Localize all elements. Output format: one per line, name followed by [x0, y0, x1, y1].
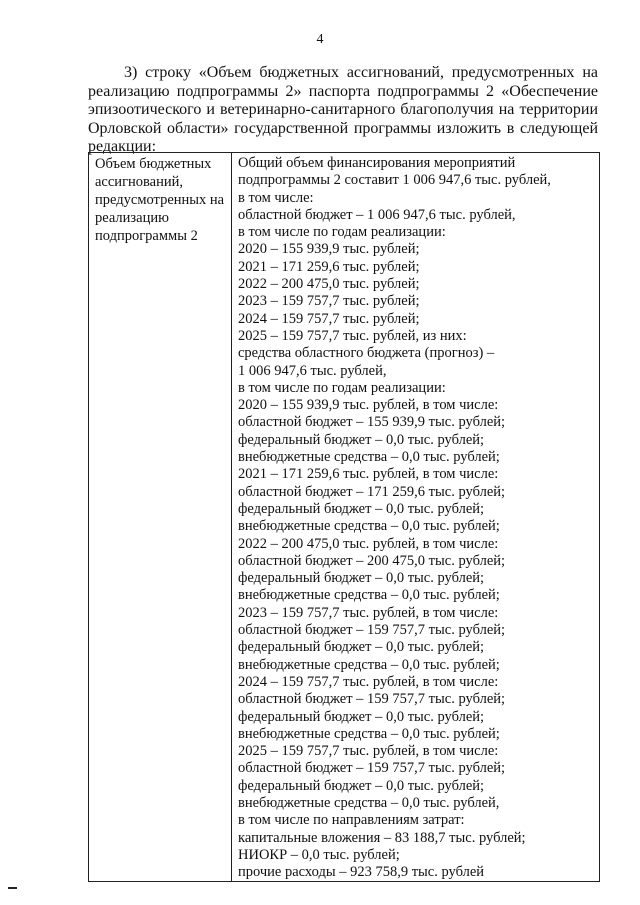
content-line: НИОКР – 0,0 тыс. рублей;	[238, 846, 400, 863]
budget-table	[88, 152, 600, 882]
content-line: федеральный бюджет – 0,0 тыс. рублей;	[238, 639, 485, 656]
content-line: 2022 – 200 475,0 тыс. рублей;	[238, 276, 420, 293]
content-line: внебюджетные средства – 0,0 тыс. рублей;	[238, 656, 500, 673]
content-line: средства областного бюджета (прогноз) –	[238, 345, 495, 362]
content-line: 2023 – 159 757,7 тыс. рублей;	[238, 293, 420, 310]
content-line: 2020 – 155 939,9 тыс. рублей, в том числе:	[238, 397, 499, 414]
content-line: 2024 – 159 757,7 тыс. рублей;	[238, 310, 420, 327]
content-line: внебюджетные средства – 0,0 тыс. рублей;	[238, 587, 500, 604]
table-row	[89, 153, 600, 882]
content-line: областной бюджет – 200 475,0 тыс. рублей;	[238, 552, 506, 569]
content-line: федеральный бюджет – 0,0 тыс. рублей;	[238, 570, 485, 587]
content-line: внебюджетные средства – 0,0 тыс. рублей;	[238, 518, 500, 535]
content-line: федеральный бюджет – 0,0 тыс. рублей;	[238, 777, 485, 794]
content-line: федеральный бюджет – 0,0 тыс. рублей;	[238, 708, 485, 725]
content-line: 2021 – 171 259,6 тыс. рублей, в том числе:	[238, 466, 499, 483]
page-number: 4	[316, 32, 324, 47]
content-line: внебюджетные средства – 0,0 тыс. рублей;	[238, 449, 500, 466]
content-line: 2020 – 155 939,9 тыс. рублей;	[238, 241, 420, 258]
content-line: внебюджетные средства – 0,0 тыс. рублей,	[238, 794, 500, 811]
content-line: прочие расходы – 923 758,9 тыс. рублей	[238, 864, 485, 881]
content-line: 2025 – 159 757,7 тыс. рублей, в том числе:	[238, 743, 499, 760]
content-line: в том числе по годам реализации:	[238, 379, 446, 396]
content-line: в том числе:	[238, 189, 314, 206]
content-line: капитальные вложения – 83 188,7 тыс. рублей;	[238, 829, 526, 846]
content-line: областной бюджет – 171 259,6 тыс. рублей;	[238, 483, 506, 500]
content-line: областной бюджет – 155 939,9 тыс. рублей;	[238, 414, 506, 431]
content-line: 2024 – 159 757,7 тыс. рублей, в том числе:	[238, 673, 499, 690]
content-line: областной бюджет – 159 757,7 тыс. рублей;	[238, 622, 506, 639]
content-line: 1 006 947,6 тыс. рублей,	[238, 362, 387, 379]
content-line: внебюджетные средства – 0,0 тыс. рублей;	[238, 725, 500, 742]
margin-mark	[8, 887, 17, 889]
content-line: областной бюджет – 1 006 947,6 тыс. рублей,	[238, 206, 516, 223]
content-line: 2021 – 171 259,6 тыс. рублей;	[238, 258, 420, 275]
content-line: федеральный бюджет – 0,0 тыс. рублей;	[238, 500, 485, 517]
content-line: федеральный бюджет – 0,0 тыс. рублей;	[238, 431, 485, 448]
content-line: областной бюджет – 159 757,7 тыс. рублей;	[238, 691, 506, 708]
content-line: 2022 – 200 475,0 тыс. рублей, в том числе:	[238, 535, 499, 552]
content-line: областной бюджет – 159 757,7 тыс. рублей;	[238, 760, 506, 777]
row-label-cell: Объем бюджетных ассигнований, предусмотренных на реализацию подпрограммы 2	[89, 153, 232, 882]
content-line: в том числе по годам реализации:	[238, 224, 446, 241]
content-lines	[238, 155, 595, 881]
intro-paragraph: 3) строку «Объем бюджетных ассигнований, предусмотренных на реализацию подпрограммы 2» паспорта подпрограммы 2 «Обеспечение эпизоотического и ветеринарно-санитарного благополучия на территории Орловской области» государственной программы изложить в следующей редакции:	[88, 64, 598, 155]
content-line: подпрограммы 2 составит 1 006 947,6 тыс. рублей,	[238, 172, 551, 189]
content-line: Общий объем финансирования мероприятий	[238, 155, 516, 171]
content-line: 2025 – 159 757,7 тыс. рублей, из них:	[238, 327, 467, 344]
content-line: в том числе по направлениям затрат:	[238, 812, 465, 829]
row-content-cell	[232, 153, 600, 882]
content-line: 2023 – 159 757,7 тыс. рублей, в том числе:	[238, 604, 499, 621]
